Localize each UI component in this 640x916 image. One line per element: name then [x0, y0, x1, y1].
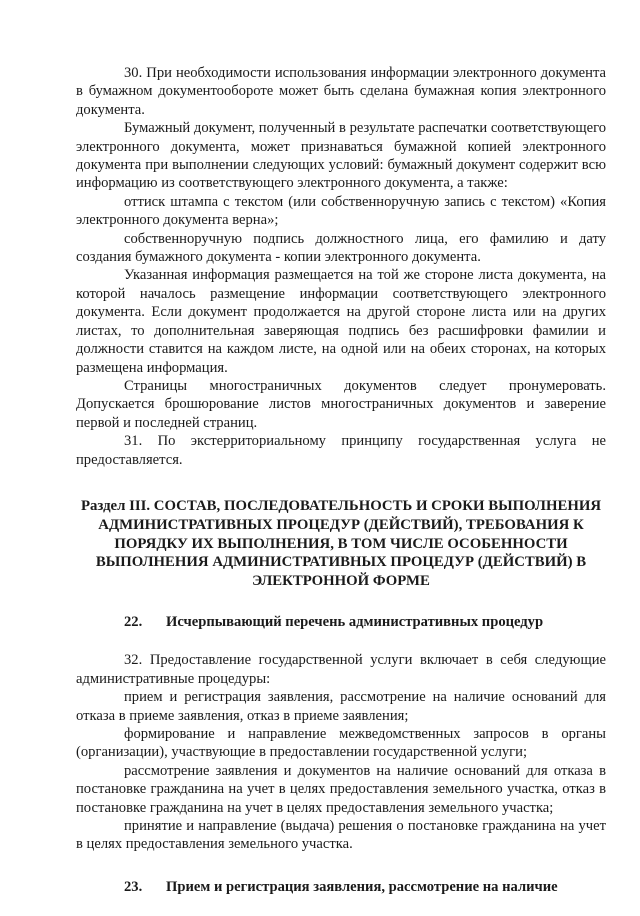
list-item-decision: принятие и направление (выдача) решения о постановке гражданина на учет в целях предоставления земельного участка.: [76, 817, 606, 853]
subheading-22: [76, 613, 606, 631]
list-item-reception: прием и регистрация заявления, рассмотрение на наличие оснований для отказа в приеме заявления, отказ в приеме заявления;: [76, 689, 606, 724]
paragraph-pages: Страницы многостраничных документов следует пронумеровать. Допускается брошюрование листов многостраничных документов и заверение первой и последней страниц.: [76, 377, 606, 431]
subheading-23-text: Прием и регистрация заявления, рассмотрение на наличие: [166, 878, 558, 895]
section-title: Раздел III. СОСТАВ, ПОСЛЕДОВАТЕЛЬНОСТЬ И СРОКИ ВЫПОЛНЕНИЯ АДМИНИСТРАТИВНЫХ ПРОЦЕДУР (ДЕЙСТВИЙ), ТРЕБОВАНИЯ К ПОРЯДКУ ИХ ВЫПОЛНЕНИЯ, В ТОМ ЧИСЛЕ ОСОБЕННОСТИ ВЫПОЛНЕНИЯ АДМИНИСТРАТИВНЫХ ПРОЦЕДУР (ДЕЙСТВИЙ) В ЭЛЕКТРОННОЙ ФОРМЕ: [80, 497, 602, 590]
subheading-22-text: Исчерпывающий перечень административных процедур: [166, 613, 544, 630]
paragraph-stamp: оттиск штампа с текстом (или собственноручную запись с текстом) «Копия электронного документа верна»;: [76, 193, 606, 229]
paragraph-30: 30. При необходимости использования информации электронного документа в бумажном документообороте может быть сделана бумажная копия электронного документа.: [76, 65, 606, 118]
list-item-review: рассмотрение заявления и документов на наличие оснований для отказа в постановке гражданина на учет в целях предоставления земельного участка, отказ в постановке гражданина на учет в целях предоставления земельного участка;: [76, 762, 606, 816]
paragraph-31: 31. По экстерриториальному принципу государственная услуга не предоставляется.: [76, 433, 606, 468]
subheading-23: [76, 878, 606, 896]
subheading-22-number: 22.: [124, 613, 143, 630]
list-item-requests: формирование и направление межведомственных запросов в органы (организации), участвующие в предоставлении государственной услуги;: [76, 725, 606, 761]
paragraph-signature: собственноручную подпись должностного лица, его фамилию и дату создания бумажного документа - копии электронного документа.: [76, 230, 606, 266]
subheading-23-number: 23.: [124, 878, 143, 895]
paragraph-placement: Указанная информация размещается на той же стороне листа документа, на которой началось размещение информации соответствующего электронного документа. Если документ продолжается на другой стороне листа или на других листах, то дополнительная заверяющая подпись без расшифровки фамилии и должности ставится на каждом листе, на одной или на обеих сторонах, на которых размещена информация.: [76, 267, 606, 376]
document-page: [76, 64, 606, 916]
paragraph-paper-copy: Бумажный документ, полученный в результате распечатки соответствующего электронного документа, может признаваться бумажной копией электронного документа при выполнении следующих условий: бумажный документ содержит всю информацию из соответствующего электронного документа, а также:: [76, 120, 606, 192]
paragraph-32: 32. Предоставление государственной услуги включает в себя следующие административные процедуры:: [76, 652, 606, 687]
